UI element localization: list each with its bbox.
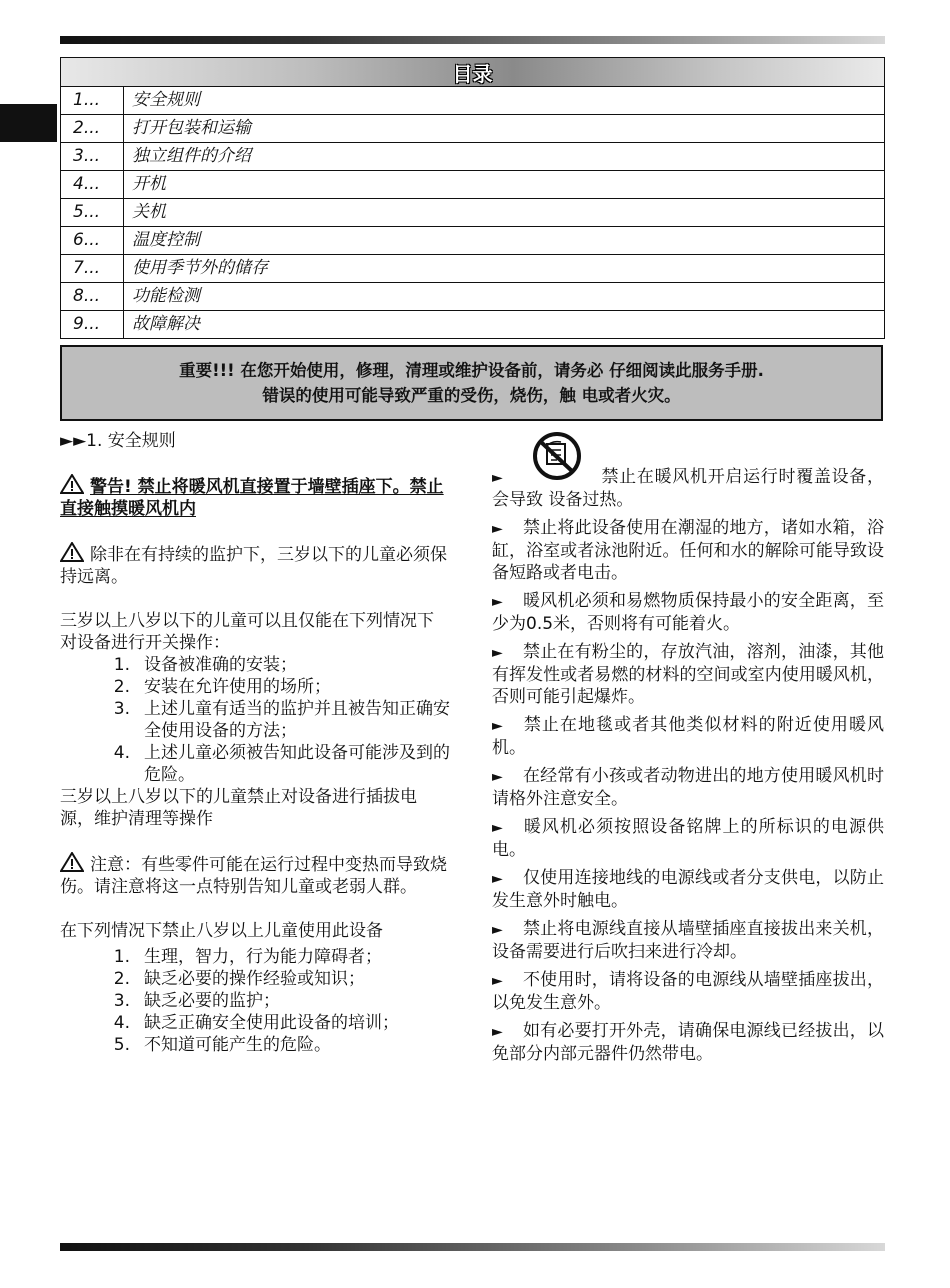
important-notice xyxy=(60,345,883,421)
toc-row xyxy=(61,199,884,227)
toc-entry-title: 独立组件的介绍 xyxy=(132,146,251,166)
table-of-contents xyxy=(60,57,885,339)
supervise-paragraph xyxy=(60,542,450,588)
arrow-icon: ► xyxy=(492,470,503,486)
intro2-paragraph: 在下列情况下禁止八岁以上儿童使用此设备 xyxy=(60,921,383,941)
safety-rule-text: 仅使用连接地线的电源线或者分支供电，以防止发生意外时触电。 xyxy=(492,868,884,911)
safety-rule xyxy=(492,714,884,759)
safety-rule xyxy=(492,816,884,861)
safety-rule-text: 禁止在有粉尘的，存放汽油，溶剂，油漆，其他有挥发性或者易燃的材料的空间或室内使用暖风机，否则可能引起爆炸。 xyxy=(492,642,884,707)
section-heading: ►►1. 安全规则 xyxy=(60,431,176,451)
warning-icon xyxy=(60,852,84,872)
safety-rule-text: 不使用时，请将设备的电源线从墙壁插座拔出，以免发生意外。 xyxy=(492,970,884,1013)
arrow-icon: ► xyxy=(492,1024,503,1040)
forbid-paragraph: 三岁以上八岁以下的儿童禁止对设备进行插拔电源，维护清理等操作 xyxy=(60,787,417,829)
intro-paragraph: 三岁以上八岁以下的儿童可以且仅能在下列情况下对设备进行开关操作： xyxy=(60,611,434,653)
toc-entry-title: 功能检测 xyxy=(132,286,200,306)
list-item xyxy=(60,968,450,990)
warning-paragraph xyxy=(60,474,450,520)
list-item xyxy=(60,742,450,786)
toc-number: 4... xyxy=(61,171,124,198)
toc-number: 1... xyxy=(61,87,124,114)
list-item xyxy=(60,698,450,742)
arrow-icon: ► xyxy=(492,922,503,938)
arrow-icon: ► xyxy=(492,820,503,836)
warning-icon xyxy=(60,542,84,562)
toc-entry-title: 开机 xyxy=(132,174,166,194)
toc-title: 目录 xyxy=(61,58,884,87)
left-column xyxy=(60,430,450,1056)
list-text: 上述儿童有适当的监护并且被告知正确安全使用设备的方法； xyxy=(144,699,450,741)
top-rule xyxy=(60,36,885,44)
list-item xyxy=(60,946,450,968)
toc-number: 3... xyxy=(61,143,124,170)
list-number: 1. xyxy=(113,655,130,675)
safety-rule xyxy=(492,1020,884,1065)
toc-row xyxy=(61,171,884,199)
safety-rule xyxy=(492,918,884,963)
right-column xyxy=(492,430,884,1071)
list-item xyxy=(60,1012,450,1034)
arrow-icon: ► xyxy=(492,521,503,537)
toc-number: 7... xyxy=(61,255,124,282)
notice-line-1: 重要!!! 在您开始使用，修理，清理或维护设备前，请务必 仔细阅读此服务手册. xyxy=(179,361,764,380)
toc-row xyxy=(61,283,884,311)
list-item xyxy=(60,676,450,698)
notice-line-2: 错误的使用可能导致严重的受伤，烧伤，触 电或者火灾。 xyxy=(262,386,681,405)
toc-row xyxy=(61,115,884,143)
bottom-rule xyxy=(60,1243,885,1251)
toc-entry-title: 温度控制 xyxy=(132,230,200,250)
toc-number: 6... xyxy=(61,227,124,254)
list-number: 3. xyxy=(113,699,130,719)
list-number: 2. xyxy=(113,969,130,989)
list-text: 生理，智力，行为能力障碍者； xyxy=(144,947,382,967)
safety-rule-text: 暖风机必须按照设备铭牌上的所标识的电源供电。 xyxy=(492,817,884,860)
caution-paragraph xyxy=(60,852,450,898)
toc-row xyxy=(61,227,884,255)
toc-row xyxy=(61,87,884,115)
list-text: 不知道可能产生的危险。 xyxy=(144,1035,331,1055)
toc-number: 8... xyxy=(61,283,124,310)
list-number: 3. xyxy=(113,991,130,1011)
list-item xyxy=(60,1034,450,1056)
condition-list xyxy=(60,654,450,786)
safety-rule-text: 禁止在地毯或者其他类似材料的附近使用暖风机。 xyxy=(492,715,884,758)
list-number: 2. xyxy=(113,677,130,697)
arrow-icon: ► xyxy=(492,973,503,989)
safety-rule-text: 暖风机必须和易燃物质保持最小的安全距离，至少为0.5米，否则将有可能着火。 xyxy=(492,591,884,634)
safety-rule-text: 在经常有小孩或者动物进出的地方使用暖风机时请格外注意安全。 xyxy=(492,766,884,809)
safety-rule xyxy=(492,867,884,912)
toc-number: 5... xyxy=(61,199,124,226)
toc-entry-title: 打开包装和运输 xyxy=(132,118,251,138)
caution-text: 注意：有些零件可能在运行过程中变热而导致烧伤。请注意将这一点特别告知儿童或老弱人群。 xyxy=(60,855,447,897)
safety-rule-text: 禁止将此设备使用在潮湿的地方，诸如水箱，浴缸，浴室或者泳池附近。任何和水的解除可能导致设备短路或者电击。 xyxy=(492,518,884,583)
list-item xyxy=(60,654,450,676)
prohibited-list xyxy=(60,946,450,1056)
toc-number: 9... xyxy=(61,311,124,338)
toc-number: 2... xyxy=(61,115,124,142)
toc-entry-title: 故障解决 xyxy=(132,314,200,334)
toc-entry-title: 关机 xyxy=(132,202,166,222)
safety-rule xyxy=(492,641,884,708)
arrow-icon: ► xyxy=(492,718,503,734)
arrow-icon: ► xyxy=(492,871,503,887)
arrow-icon: ► xyxy=(492,645,503,661)
warning-icon xyxy=(60,474,84,494)
safety-rule-text: 如有必要打开外壳，请确保电源线已经拔出，以免部分内部元器件仍然带电。 xyxy=(492,1021,884,1064)
list-text: 缺乏必要的操作经验或知识； xyxy=(144,969,365,989)
list-text: 缺乏必要的监护； xyxy=(144,991,280,1011)
toc-row xyxy=(61,255,884,283)
arrow-icon: ► xyxy=(492,769,503,785)
safety-rule xyxy=(492,590,884,635)
section-tab xyxy=(0,104,57,142)
list-text: 设备被准确的安装； xyxy=(144,655,297,675)
list-number: 5. xyxy=(113,1035,130,1055)
cover-rule-text: 禁止在暖风机开启运行时覆盖设备，会导致 设备过热。 xyxy=(492,467,884,510)
list-number: 4. xyxy=(113,743,130,763)
toc-entry-title: 使用季节外的储存 xyxy=(132,258,268,278)
cover-rule xyxy=(492,430,884,511)
warning-text: 警告! 禁止将暖风机直接置于墙壁插座下。禁止直接触摸暖风机内 xyxy=(60,477,444,519)
list-text: 缺乏正确安全使用此设备的培训； xyxy=(144,1013,399,1033)
toc-row xyxy=(61,311,884,338)
list-text: 上述儿童必须被告知此设备可能涉及到的危险。 xyxy=(144,743,450,785)
arrow-icon: ► xyxy=(492,594,503,610)
list-text: 安装在允许使用的场所； xyxy=(144,677,331,697)
toc-entry-title: 安全规则 xyxy=(132,90,200,110)
list-number: 4. xyxy=(113,1013,130,1033)
toc-row xyxy=(61,143,884,171)
no-cover-icon xyxy=(531,430,583,482)
safety-rule xyxy=(492,765,884,810)
safety-rule xyxy=(492,517,884,584)
safety-rule xyxy=(492,969,884,1014)
supervise-text: 除非在有持续的监护下，三岁以下的儿童必须保持远离。 xyxy=(60,545,447,587)
list-item xyxy=(60,990,450,1012)
safety-rule-text: 禁止将电源线直接从墙壁插座直接拔出来关机，设备需要进行后吹扫来进行冷却。 xyxy=(492,919,884,962)
list-number: 1. xyxy=(113,947,130,967)
